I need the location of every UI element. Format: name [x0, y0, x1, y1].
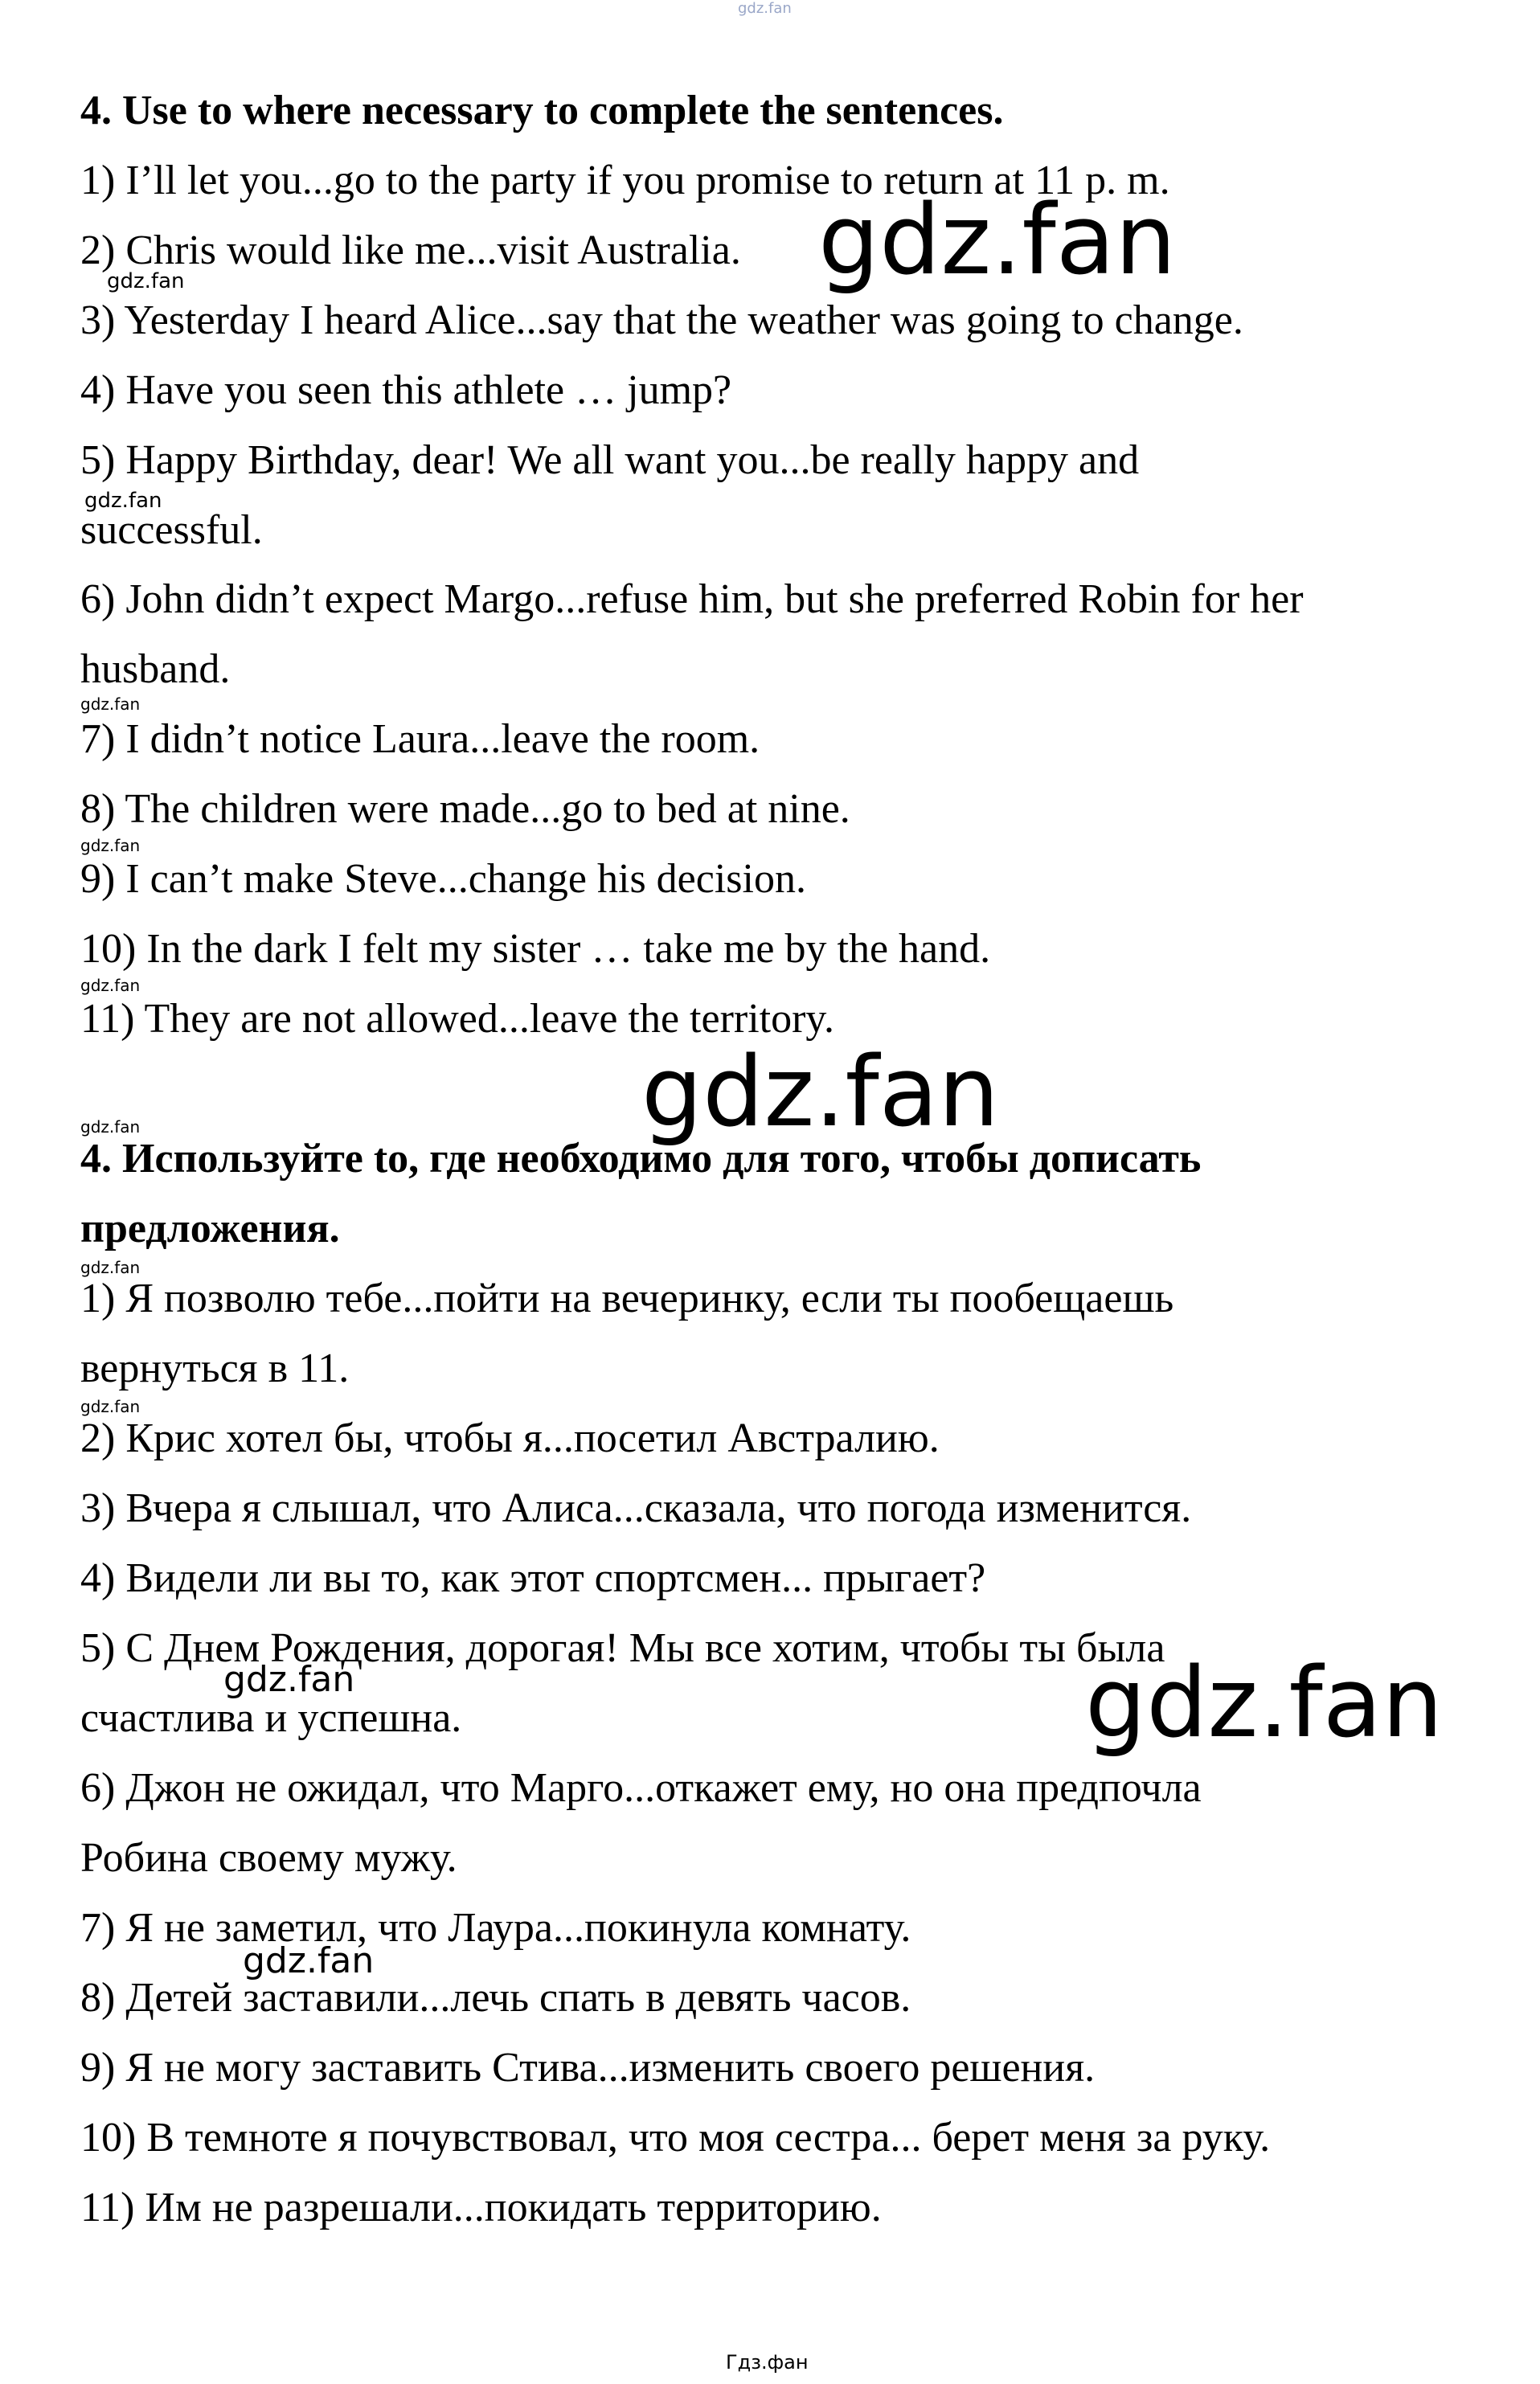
page-footer: Гдз.фан: [726, 2351, 809, 2374]
english-line: successful.: [80, 507, 263, 553]
english-line: 7) I didn’t notice Laura...leave the room.: [80, 716, 760, 762]
watermark-medium: gdz.fan: [223, 1659, 355, 1700]
watermark-small: gdz.fan: [80, 836, 141, 855]
russian-line: 4) Видели ли вы то, как этот спортсмен... прыгает?: [80, 1555, 986, 1601]
english-line: 6) John didn’t expect Margo...refuse him, but she preferred Robin for her: [80, 576, 1304, 622]
watermark-small: gdz.fan: [80, 1258, 141, 1277]
russian-line: Робина своему мужу.: [80, 1835, 457, 1881]
watermark-small: gdz.fan: [80, 976, 141, 995]
russian-line: счастлива и успешна.: [80, 1695, 462, 1741]
watermark-small: gdz.fan: [80, 1117, 141, 1137]
watermark-small: gdz.fan: [80, 694, 141, 714]
english-line: 5) Happy Birthday, dear! We all want you...be really happy and: [80, 437, 1140, 483]
russian-line: 1) Я позволю тебе...пойти на вечеринку, если ты пообещаешь: [80, 1276, 1174, 1321]
english-line: 3) Yesterday I heard Alice...say that the weather was going to change.: [80, 297, 1243, 343]
watermark-top: gdz.fan: [738, 0, 792, 17]
russian-heading: предложения.: [80, 1206, 340, 1251]
watermark-small: gdz.fan: [84, 489, 162, 513]
russian-line: 10) В темноте я почувствовал, что моя сестра... берет меня за руку.: [80, 2115, 1271, 2161]
english-line: 8) The children were made...go to bed at nine.: [80, 786, 850, 832]
watermark-small: gdz.fan: [107, 269, 185, 293]
english-line: 9) I can’t make Steve...change his decision.: [80, 856, 806, 902]
english-line: 10) In the dark I felt my sister … take me by the hand.: [80, 926, 991, 972]
russian-line: вернуться в 11.: [80, 1346, 350, 1391]
english-line: husband.: [80, 646, 231, 692]
english-line: 4) Have you seen this athlete … jump?: [80, 367, 732, 413]
watermark-large: gdz.fan: [641, 1037, 1000, 1149]
watermark-medium: gdz.fan: [243, 1940, 375, 1981]
russian-line: 11) Им не разрешали...покидать территорию.: [80, 2185, 882, 2230]
russian-line: 8) Детей заставили...лечь спать в девять часов.: [80, 1975, 911, 2021]
russian-line: 9) Я не могу заставить Стива...изменить своего решения.: [80, 2045, 1096, 2091]
russian-heading: 4. Используйте to, где необходимо для того, чтобы дописать: [80, 1136, 1202, 1182]
russian-line: 2) Крис хотел бы, чтобы я...посетил Австралию.: [80, 1415, 940, 1461]
english-line: 11) They are not allowed...leave the territory.: [80, 996, 835, 1042]
russian-line: 3) Вчера я слышал, что Алиса...сказала, что погода изменится.: [80, 1485, 1192, 1531]
russian-line: 7) Я не заметил, что Лаура...покинула комнату.: [80, 1905, 911, 1951]
english-heading: 4. Use to where necessary to complete the sentences.: [80, 88, 1004, 133]
watermark-small: gdz.fan: [80, 1397, 141, 1416]
watermark-large: gdz.fan: [818, 185, 1177, 297]
russian-line: 6) Джон не ожидал, что Марго...откажет ему, но она предпочла: [80, 1765, 1202, 1811]
english-line: 1) I’ll let you...go to the party if you promise to return at 11 p. m.: [80, 158, 1170, 203]
english-line: 2) Chris would like me...visit Australia.: [80, 227, 741, 273]
russian-line: 5) С Днем Рождения, дорогая! Мы все хотим, чтобы ты была: [80, 1625, 1165, 1671]
watermark-large: gdz.fan: [1085, 1648, 1444, 1759]
